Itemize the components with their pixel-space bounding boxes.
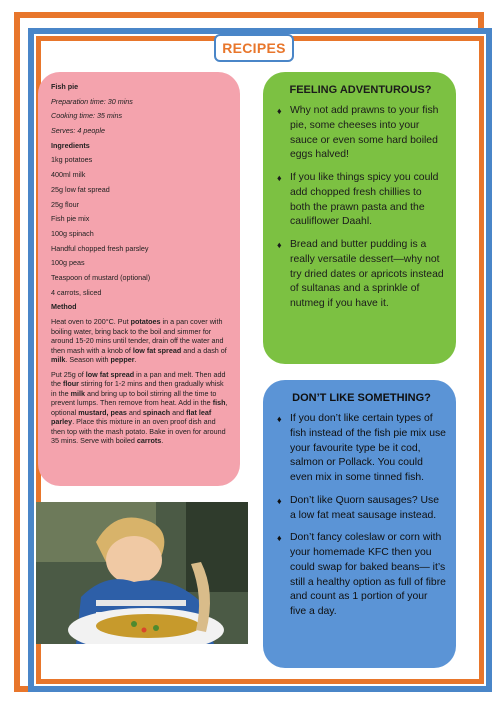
ingredient-item: Handful chopped fresh parsley	[51, 243, 149, 253]
dislike-heading: DON’T LIKE SOMETHING?	[292, 392, 431, 404]
method-heading: Method	[51, 302, 77, 312]
prep-time: Preparation time: 30 mins	[51, 96, 133, 106]
ingredient-item: 25g low fat spread	[51, 184, 110, 194]
list-item: ♦ Why not add prawns to your fish pie, some cheeses into your sauce or even some hard boiled eggs halved!	[277, 105, 439, 161]
adventurous-heading: FEELING ADVENTUROUS?	[289, 84, 432, 96]
list-item: ♦ Don’t like Quorn sausages? Use a low fat meat sausage instead.	[277, 494, 440, 521]
list-item: ♦ If you don’t like certain types of fish instead of the fish pie mix use your favourite type be it cod, salmon or Pollack. You could even mix in some tinned fish.	[277, 413, 446, 484]
list-item: ♦ Bread and butter pudding is a really versatile dessert—why not try dried dates or apricots instead of sultanas and a sprinkle of nutmeg if you have it.	[277, 239, 444, 310]
ingredient-item: 400ml milk	[51, 170, 86, 180]
recipe-card	[38, 72, 240, 486]
cook-time: Cooking time: 35 mins	[51, 111, 123, 121]
ingredient-item: Teaspoon of mustard (optional)	[51, 272, 151, 282]
diamond-bullet-icon: ♦	[277, 533, 282, 544]
diamond-bullet-icon: ♦	[277, 495, 282, 506]
photo-illustration	[36, 502, 248, 644]
ingredient-item: 100g spinach	[51, 228, 94, 238]
method-step-1: Heat oven to 200°C. Put potatoes in a pan cover with boiling water, bring back to the boil and simmer for around 15-20 mins until tender, drain off the water and then mash with a knob of low fat spread and a dash of milk. Season with pepper.	[51, 317, 227, 364]
recipe-name: Fish pie	[51, 82, 79, 91]
ingredient-item: 100g peas	[51, 258, 85, 268]
ingredient-item: 1kg potatoes	[51, 155, 93, 165]
method-step-2: Put 25g of low fat spread in a pan and melt. Then add the flour stirring for 1-2 mins and then gradually whisk in the milk and bring up to boil stirring all the time to prevent lumps. Then remove from heat. Add in the fish, optional mustard, peas and spinach and flat leaf parley. Place this mixture in an oven proof dish and then top with the mash potato. Bake in oven for around 35 mins. Serve with boiled carrots.	[51, 369, 228, 445]
feeling-adventurous-card	[263, 72, 456, 364]
dont-like-something-card	[263, 380, 456, 668]
diamond-bullet-icon: ♦	[277, 173, 282, 184]
list-item: ♦ Don’t fancy coleslaw or corn with your homemade KFC then you could swap for baked beans— it’s still a healthy option as full of fibre and count as 1 portion of your five a day.	[277, 532, 446, 618]
diamond-bullet-icon: ♦	[277, 106, 282, 116]
child-eating-photo	[36, 502, 248, 644]
ingredient-item: 4 carrots, sliced	[51, 287, 102, 297]
diamond-bullet-icon: ♦	[277, 240, 282, 251]
diamond-bullet-icon: ♦	[277, 414, 282, 424]
serves: Serves: 4 people	[51, 126, 105, 136]
adventurous-list	[277, 104, 444, 312]
ingredients-heading: Ingredients	[51, 140, 90, 150]
ingredient-item: Fish pie mix	[51, 214, 90, 224]
page-title: RECIPES	[214, 34, 294, 62]
dislike-list	[277, 412, 446, 620]
list-item: ♦ If you like things spicy you could add chopped fresh chillies to both the prawn pasta and the cauliflower Daahl.	[277, 172, 439, 228]
ingredient-item: 25g flour	[51, 199, 79, 209]
